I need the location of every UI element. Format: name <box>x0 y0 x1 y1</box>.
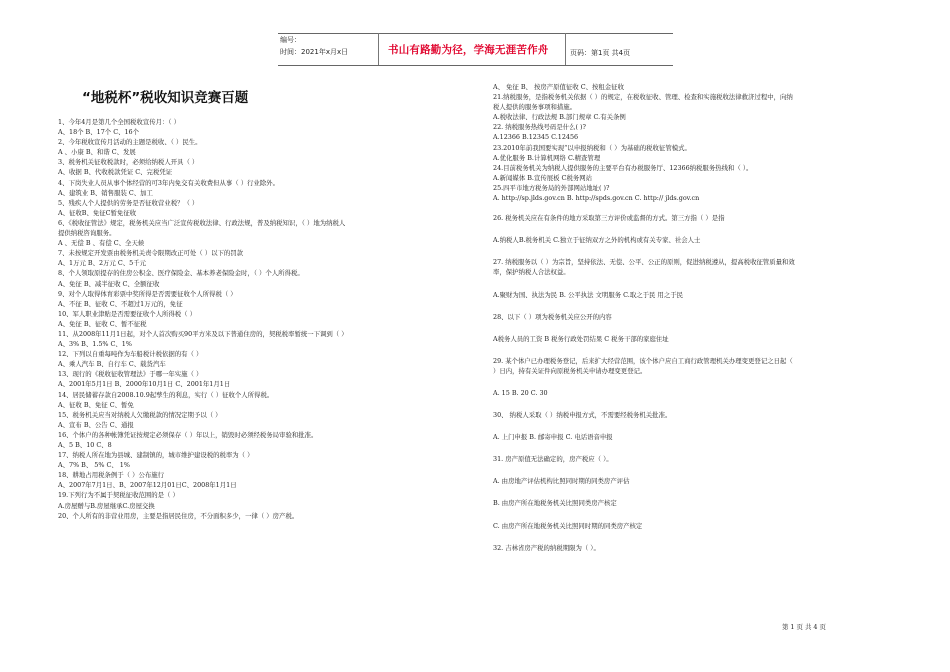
question-line: A、 免征 B、 按房产原值征收 C、按租金征收 <box>493 83 624 91</box>
question-line: 27. 纳税服务以（ ）为宗旨，坚持依法、无偿、公平、公正的原则，促进纳税遵从，提高税收征管质量和效 <box>493 258 795 267</box>
question-line: ）日内，持有关证件向原税务机关申请办理变更登记。 <box>493 366 647 375</box>
question-line: 税人提供的服务事项和措施。 <box>493 103 577 112</box>
time-label: 时间：2021年x月x日 <box>280 48 349 56</box>
question-line: A、免征 B、减半征收 C、全额征收 <box>58 279 160 288</box>
question-line: 22. 纳税服务热线号码是什么( )? <box>493 123 586 132</box>
question-line: A、2007年7月1日、B、2007年12月01日C、2008年1月1日 <box>58 481 237 490</box>
question-line: 10、军人职业津贴是否需要征收个人所得税（ ） <box>58 309 196 318</box>
header-bottom-rule <box>278 65 673 66</box>
question-line: A 、小康 B、和谐 C、发展 <box>58 148 136 157</box>
page-label: 页码：第1页 共4页 <box>570 49 631 57</box>
header-top-rule <box>278 33 673 34</box>
question-line: 28、以下（ ）项为税务机关应公开的内容 <box>493 312 612 321</box>
question-line: A、1万元 B、2万元 C、5千元 <box>58 259 146 268</box>
question-line: A.税收法律、行政法规 B.部门规章 C.有关条例 <box>493 113 626 122</box>
question-line: A. 上门申报 B. 邮寄申报 C. 电话语音申报 <box>493 433 613 442</box>
question-line: A、征收B、免征C暂免征收 <box>58 208 137 217</box>
question-line: A税务人员的工资 B 税务行政处罚结果 C 税务干部的家庭住址 <box>493 334 669 343</box>
question-line: 29. 某个体户已办理税务登记，后来扩大经营范围，该个体户应自工商行政管理机关办理变更登记之日起（ <box>493 356 793 365</box>
question-line: 31. 房产原值无法确定的，房产税应（ ）。 <box>493 455 613 464</box>
question-line: A、宣布 B、公告 C、通报 <box>58 420 134 429</box>
question-line: A、免征 B、征收 C、暂不征税 <box>58 319 147 328</box>
question-line: B. 由房产所在地税务机关比照同类房产核定 <box>493 499 617 508</box>
question-line: A. 15 B. 20 C. 30 <box>493 388 548 397</box>
page-header <box>278 30 673 68</box>
question-line: 14、居民储蓄存款自2008.10.9起孳生的利息，实行（ ）征收个人所得税。 <box>58 390 274 399</box>
question-line: 5、残疾人个人提供的劳务是否征收营业税？（ ） <box>58 198 199 207</box>
question-line: 19.下列行为不属于契税征收范围的是（ ） <box>58 491 179 500</box>
question-line: A、3% B、1.5% C、1% <box>58 340 132 349</box>
question-line: A、建筑业 B、销售服装 C、加工 <box>58 188 153 197</box>
question-line: 16、个体户的各种帐簿凭证按规定必须保存（ ）年以上，销毁时必须经税务局审验和批准。 <box>58 430 318 439</box>
question-line: A、乘人汽车 B、自行车 C、载货汽车 <box>58 360 166 369</box>
question-line: 7、未按规定开发票由税务机关责令限期改正可处（ ）以下的罚款 <box>58 249 244 258</box>
header-divider-left <box>378 33 379 65</box>
question-line: A.优化服务 B.计算机网络 C.精查管理 <box>493 153 601 162</box>
question-line: C. 由房产所在地税务机关比照同时期的同类房产核定 <box>493 521 643 530</box>
question-line: 23.2010年前我国要实现“以申报纳税和（ ）为基础的税收征管模式。 <box>493 143 691 152</box>
question-line: 32. 吉林省房产税的纳税期限为（ ）。 <box>493 543 600 552</box>
question-line: 提供纳税咨询服务。 <box>58 229 116 238</box>
question-line: 15、税务机关应当对纳税人欠缴税款的情况定期予以（ ） <box>58 410 222 419</box>
right-column <box>493 82 795 553</box>
question-line: 率，保护纳税人合法权益。 <box>493 268 570 277</box>
question-line: 13、现行的《税收征收管理法》于哪一年实施（ ） <box>58 370 203 379</box>
question-line: A. http://sp.jlds.gov.cn B. http://spds.gov.cn C. http:// jlds.gov.cn <box>493 194 700 203</box>
question-line: A.房屋赠与B.房屋继承C.房屋交换 <box>58 501 155 510</box>
question-line: 1、今年4月是第几个全国税收宣传月：（ ） <box>58 118 180 126</box>
question-line: A、2001年5月1日 B、2000年10月1日 C、2001年1月1日 <box>58 380 231 389</box>
question-line: 3、税务机关征收税款时，必须给纳税人开具（ ） <box>58 158 199 167</box>
question-line: 8、个人领取原提存的住房公积金、医疗保险金、基本养老保险金时，（ ）个人所得税。 <box>58 269 304 278</box>
question-line: A、5 B、10 C、8 <box>58 441 112 449</box>
question-line: A、不征 B、征收 C、不超过1万元的，免征 <box>58 299 183 308</box>
document-title: “地税杯”税收知识竞赛百题 <box>82 90 249 106</box>
question-line: 17、纳税人所在地为县城、建制镇的，城市维护建设税的税率为（ ） <box>58 451 254 460</box>
question-line: 21.纳税服务，是指税务机关依据（ ）的规定，在税收征收、管理、检查和实施税收法律救济过程中，向纳 <box>493 93 793 102</box>
question-line: 24.目前税务机关为纳税人提供服务的主要平台有办税服务厅、12366纳税服务热线和（ ）。 <box>493 163 753 172</box>
question-line: 30、 纳税人采取（ ）纳税申报方式，不需要经税务机关批准。 <box>493 411 672 420</box>
question-line: A、18个 B、17个 C、16个 <box>58 128 140 137</box>
doc-number-label: 编号： <box>280 36 301 44</box>
question-line: A 、无偿 B 、有偿 C、全天候 <box>58 239 145 248</box>
question-line: 12、下列以自重每吨作为车船税计税依据的有（ ） <box>58 350 203 359</box>
question-line: A.12366 B.12345 C.12456 <box>493 133 579 142</box>
question-line: 6、《税收征管法》规定，税务机关应当广泛宣传税收法律、行政法规，普及纳税知识，（ ）地为纳税人 <box>58 218 346 227</box>
question-line: A、7% B、 5% C、 1% <box>58 461 130 470</box>
header-motto: 书山有路勤为径，学海无涯苦作舟 <box>388 44 549 56</box>
header-divider-right <box>565 33 566 65</box>
question-line: A.新闻媒体 B.宣传展板 C税务网站 <box>493 173 593 182</box>
question-line: A、收据 B、代收税款凭证 C、完税凭证 <box>58 168 173 177</box>
question-line: A. 由房地产评估机构比照同时期的同类房产评估 <box>493 477 630 486</box>
question-line: A.聚财为国、执法为民 B. 公平执法 文明服务 C.取之于民 用之于民 <box>493 290 683 299</box>
question-line: 11、从2008年11月1日起，对个人首次购买90平方米及以下普通住房的，契税税率暂统一下调到（ ） <box>58 329 348 338</box>
question-line: 25.四平市地方税务局的外部网站地址( )? <box>493 183 610 192</box>
question-line: 2、今年税收宣传月活动的主题是税收、（ ）民生。 <box>58 138 202 147</box>
question-line: 4、下岗失业人员从事个体经营的可3年内免交有关收费但从事（ ）行业除外。 <box>58 178 280 187</box>
question-line: 26. 税务机关应在有条件的地方采取第三方评价或监督的方式。第三方指（ ）是指 <box>493 214 725 223</box>
question-line: 9、对个人取得体育彩票中奖所得是否需要征收个人所得税（ ） <box>58 289 237 298</box>
page-footer: 第 1 页 共 4 页 <box>782 623 826 631</box>
question-line: 18、耕地占用税条例于（ ）公布施行 <box>58 471 165 480</box>
question-line: 20、个人所有的非营业用房，主要是指居民住房，不分面积多少，一律（ ）房产税。 <box>58 511 299 520</box>
question-line: A.纳税人B.税务机关 C.独立于征纳双方之外的机构或有关专家、社会人士 <box>493 236 701 245</box>
question-line: A、征收 B、免征 C、暂免 <box>58 400 134 409</box>
left-column <box>58 117 348 521</box>
